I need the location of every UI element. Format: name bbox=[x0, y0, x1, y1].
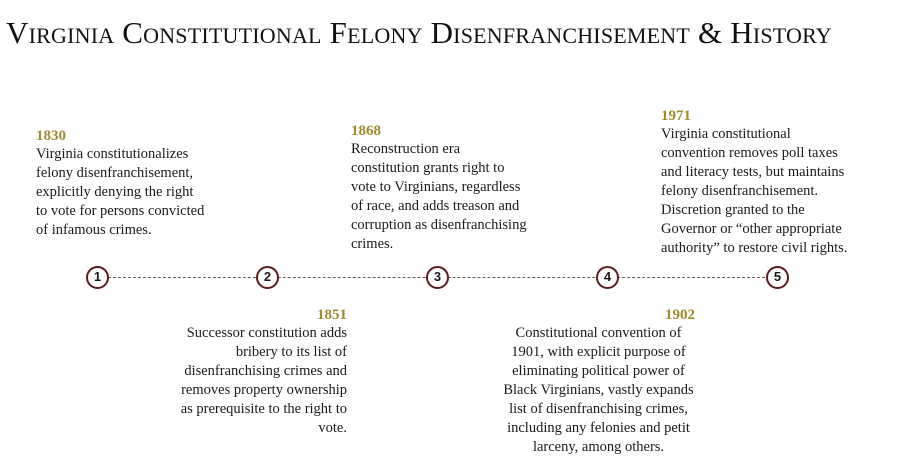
timeline-event-1971 bbox=[661, 107, 897, 258]
timeline-event-1851 bbox=[120, 306, 347, 438]
timeline-node-5: 5 bbox=[766, 266, 789, 289]
event-description: Constitutional convention of 1901, with explicit purpose of eliminating political power of Black Virginians, vastly expands list of disenfranchising crimes, including any felonies and petit larceny, among others. bbox=[503, 325, 694, 455]
event-year: 1971 bbox=[661, 108, 691, 124]
event-description: Virginia constitutionalizes felony disenfranchisement, explicitly denying the right to vote for persons convicted of infamous crimes. bbox=[36, 146, 205, 238]
event-year: 1902 bbox=[665, 307, 695, 323]
timeline-node-2: 2 bbox=[256, 266, 279, 289]
event-year: 1830 bbox=[36, 128, 66, 144]
timeline-event-1830 bbox=[36, 127, 266, 240]
page-title: Virginia Constitutional Felony Disenfranchisement & History bbox=[6, 15, 832, 50]
timeline-node-1: 1 bbox=[86, 266, 109, 289]
timeline-event-1868 bbox=[351, 122, 591, 254]
event-description: Successor constitution adds bribery to its list of disenfranchising crimes and removes property ownership as prerequisite to the right to vote. bbox=[180, 325, 347, 436]
event-description: Virginia constitutional convention removes poll taxes and literacy tests, but maintains felony disenfranchisement. Discretion granted to the Governor or “other appropriate authority” to restore civil rights. bbox=[661, 126, 848, 256]
timeline-event-1902 bbox=[466, 306, 731, 457]
timeline-node-3: 3 bbox=[426, 266, 449, 289]
event-year: 1868 bbox=[351, 123, 381, 139]
event-description: Reconstruction era constitution grants right to vote to Virginians, regardless of race, and adds treason and corruption as disenfranchising crimes. bbox=[351, 141, 527, 252]
event-year: 1851 bbox=[317, 307, 347, 323]
timeline-node-4: 4 bbox=[596, 266, 619, 289]
